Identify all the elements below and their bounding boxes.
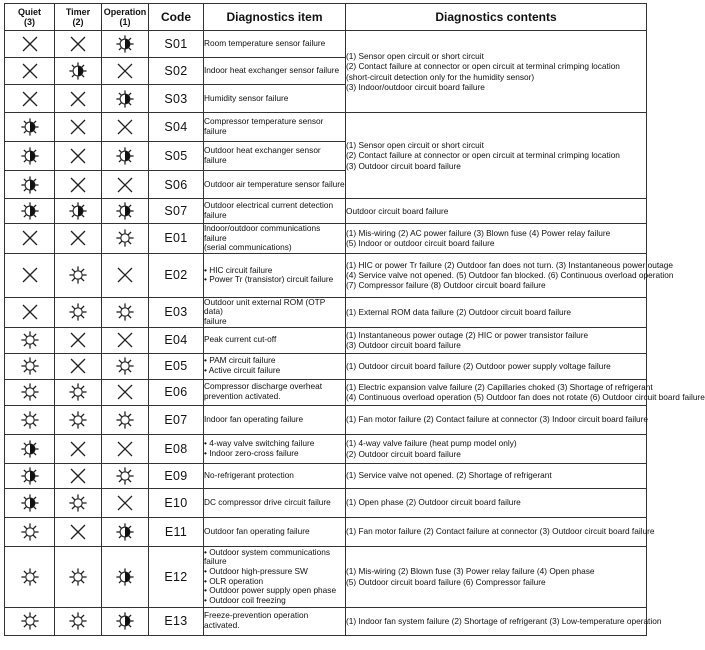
lamp-operation-cell bbox=[102, 463, 149, 488]
diagnostics-item-line: Indoor/outdoor communications failure bbox=[204, 223, 321, 243]
lamp-quiet-cell bbox=[5, 517, 55, 546]
off-x-icon bbox=[115, 439, 135, 459]
header-diagnostics-item: Diagnostics item bbox=[204, 4, 346, 31]
diagnostics-contents bbox=[346, 488, 647, 517]
contents-line: (1) Indoor fan system failure (2) Shortage of refrigerant (3) Low-temperature operation bbox=[346, 615, 662, 626]
lamp-quiet-cell bbox=[5, 224, 55, 254]
contents-line: (1) Instantaneous power outage (2) HIC or power transistor failure bbox=[346, 329, 589, 340]
error-code: S06 bbox=[149, 171, 204, 199]
diagnostics-item-line: Freeze-prevention operation activated. bbox=[204, 610, 309, 631]
lamp-quiet-cell bbox=[5, 434, 55, 463]
diagnostics-item bbox=[204, 113, 346, 142]
diagnostics-contents bbox=[346, 297, 647, 327]
lamp-quiet-cell bbox=[5, 379, 55, 405]
flashing-lamp-icon bbox=[115, 146, 135, 166]
diagnostics-contents bbox=[346, 517, 655, 546]
lamp-quiet-cell bbox=[5, 171, 55, 199]
diagnostics-item-line: Compressor discharge overheat bbox=[204, 381, 323, 392]
lamp-operation-cell bbox=[102, 31, 149, 58]
header-timer bbox=[55, 4, 102, 31]
error-code: E10 bbox=[149, 488, 204, 517]
lamp-quiet-cell bbox=[5, 253, 55, 297]
lamp-quiet-cell bbox=[5, 546, 55, 607]
off-x-icon bbox=[115, 117, 135, 137]
error-code: E09 bbox=[149, 463, 204, 488]
error-code: E11 bbox=[149, 517, 204, 546]
diagnostics-item-line: Outdoor heat exchanger sensor failure bbox=[204, 145, 321, 165]
diagnostics-item bbox=[204, 546, 346, 607]
off-x-icon bbox=[68, 117, 88, 137]
diagnostics-contents bbox=[346, 31, 647, 113]
lamp-operation-cell bbox=[102, 142, 149, 171]
lit-lamp-icon bbox=[115, 356, 135, 376]
error-code: E12 bbox=[149, 546, 204, 607]
error-code: S03 bbox=[149, 85, 204, 113]
header-operation bbox=[102, 4, 149, 31]
lamp-quiet-cell bbox=[5, 58, 55, 85]
lamp-operation-cell bbox=[102, 607, 149, 635]
contents-line: (1) Fan motor failure (2) Contact failure at connector (3) Indoor circuit board failure bbox=[346, 414, 649, 425]
diagnostics-item bbox=[204, 58, 346, 85]
lit-lamp-icon bbox=[20, 356, 40, 376]
lamp-quiet-cell bbox=[5, 488, 55, 517]
diagnostics-table bbox=[4, 3, 705, 636]
header-timer-number: (2) bbox=[72, 17, 84, 27]
lit-lamp-icon bbox=[115, 410, 135, 430]
lamp-quiet-cell bbox=[5, 297, 55, 327]
flashing-lamp-icon bbox=[68, 201, 88, 221]
lamp-operation-cell bbox=[102, 327, 149, 353]
off-x-icon bbox=[20, 61, 40, 81]
table-row bbox=[5, 253, 647, 297]
contents-line: (5) Outdoor circuit board failure (6) Compressor failure bbox=[346, 576, 546, 587]
contents-line: (2) Contact failure at connector or open circuit at terminal crimping location bbox=[346, 150, 620, 161]
diagnostics-item bbox=[204, 353, 346, 379]
off-x-icon bbox=[68, 356, 88, 376]
off-x-icon bbox=[68, 175, 88, 195]
lamp-timer-cell bbox=[55, 171, 102, 199]
lamp-timer-cell bbox=[55, 379, 102, 405]
error-code: E04 bbox=[149, 327, 204, 353]
lamp-timer-cell bbox=[55, 113, 102, 142]
diagnostics-item-line: (serial communications) bbox=[204, 242, 292, 253]
flashing-lamp-icon bbox=[20, 117, 40, 137]
table-row bbox=[5, 463, 647, 488]
table-body bbox=[5, 31, 705, 636]
contents-line: (1) Open phase (2) Outdoor circuit board failure bbox=[346, 497, 521, 508]
error-code: E06 bbox=[149, 379, 204, 405]
error-code: S04 bbox=[149, 113, 204, 142]
header-diagnostics-contents: Diagnostics contents bbox=[346, 4, 647, 31]
contents-line: (1) 4-way valve failure (heat pump model only) bbox=[346, 438, 517, 449]
diagnostics-item bbox=[204, 379, 346, 405]
diagnostics-contents bbox=[346, 607, 662, 635]
header-row bbox=[5, 4, 647, 31]
diagnostics-contents bbox=[346, 434, 647, 463]
flashing-lamp-icon bbox=[20, 466, 40, 486]
lamp-quiet-cell bbox=[5, 607, 55, 635]
lamp-timer-cell bbox=[55, 463, 102, 488]
lit-lamp-icon bbox=[20, 611, 40, 631]
diagnostics-item bbox=[204, 463, 346, 488]
diagnostics-item bbox=[204, 199, 346, 224]
lit-lamp-icon bbox=[115, 466, 135, 486]
contents-line: (3) Outdoor circuit board failure bbox=[346, 160, 461, 171]
diagnostics-item bbox=[204, 297, 346, 327]
diagnostics-contents bbox=[346, 379, 705, 405]
error-code: E07 bbox=[149, 405, 204, 434]
diagnostics-item-line: • 4-way valve switching failure bbox=[204, 437, 315, 448]
flashing-lamp-icon bbox=[20, 493, 40, 513]
diagnostics-item bbox=[204, 517, 346, 546]
lit-lamp-icon bbox=[20, 410, 40, 430]
diagnostics-contents bbox=[346, 353, 647, 379]
off-x-icon bbox=[115, 61, 135, 81]
diagnostics-item-line: failure bbox=[204, 315, 227, 326]
lamp-timer-cell bbox=[55, 85, 102, 113]
off-x-icon bbox=[68, 34, 88, 54]
header-quiet-number: (3) bbox=[24, 17, 35, 27]
lamp-operation-cell bbox=[102, 353, 149, 379]
lit-lamp-icon bbox=[68, 611, 88, 631]
diagnostics-item bbox=[204, 224, 346, 254]
diagnostics-item-line: Outdoor fan operating failure bbox=[204, 525, 310, 536]
lamp-operation-cell bbox=[102, 434, 149, 463]
off-x-icon bbox=[115, 265, 135, 285]
diagnostics-item-line: failure bbox=[204, 210, 227, 220]
lamp-quiet-cell bbox=[5, 353, 55, 379]
table-row bbox=[5, 379, 647, 405]
contents-line: (1) Mis-wiring (2) AC power failure (3) Blown fuse (4) Power relay failure bbox=[346, 228, 611, 239]
lamp-operation-cell bbox=[102, 199, 149, 224]
lamp-quiet-cell bbox=[5, 142, 55, 171]
contents-line: Outdoor circuit board failure bbox=[346, 205, 449, 216]
diagnostics-contents bbox=[346, 546, 647, 607]
diagnostics-item-line: • Outdoor coil freezing bbox=[204, 594, 286, 605]
table-row bbox=[5, 517, 647, 546]
contents-line: (1) External ROM data failure (2) Outdoor circuit board failure bbox=[346, 307, 572, 318]
off-x-icon bbox=[68, 466, 88, 486]
off-x-icon bbox=[68, 330, 88, 350]
flashing-lamp-icon bbox=[115, 522, 135, 542]
contents-line: (1) Sensor open circuit or short circuit bbox=[346, 51, 484, 62]
diagnostics-item-line: • Outdoor system communications failure bbox=[204, 546, 331, 567]
diagnostics-item-line: Indoor fan operating failure bbox=[204, 413, 304, 424]
contents-line: (3) Outdoor circuit board failure bbox=[346, 340, 461, 351]
lamp-quiet-cell bbox=[5, 327, 55, 353]
contents-line: (1) Mis-wiring (2) Blown fuse (3) Power relay failure (4) Open phase bbox=[346, 566, 595, 577]
contents-line: (3) Indoor/outdoor circuit board failure bbox=[346, 81, 485, 92]
lamp-operation-cell bbox=[102, 405, 149, 434]
contents-line: (1) HIC or power Tr failure (2) Outdoor fan does not turn. (3) Instantaneous power outage bbox=[346, 259, 673, 270]
lamp-timer-cell bbox=[55, 607, 102, 635]
error-code: S07 bbox=[149, 199, 204, 224]
off-x-icon bbox=[20, 302, 40, 322]
off-x-icon bbox=[68, 228, 88, 248]
diagnostics-contents bbox=[346, 253, 674, 297]
diagnostics-item-line: No-refrigerant protection bbox=[204, 469, 294, 480]
contents-line: (1) Fan motor failure (2) Contact failure at connector (3) Outdoor circuit board failure bbox=[346, 526, 655, 537]
error-code: E03 bbox=[149, 297, 204, 327]
off-x-icon bbox=[115, 175, 135, 195]
lamp-operation-cell bbox=[102, 297, 149, 327]
error-code: E01 bbox=[149, 224, 204, 254]
diagnostics-item-line: • HIC circuit failure bbox=[204, 264, 273, 275]
table-row bbox=[5, 353, 647, 379]
diagnostics-item bbox=[204, 253, 346, 297]
off-x-icon bbox=[20, 228, 40, 248]
table-row bbox=[5, 607, 647, 635]
off-x-icon bbox=[68, 146, 88, 166]
error-code: S02 bbox=[149, 58, 204, 85]
diagnostics-contents bbox=[346, 327, 647, 353]
diagnostics-contents bbox=[346, 224, 647, 254]
lit-lamp-icon bbox=[68, 493, 88, 513]
lamp-quiet-cell bbox=[5, 31, 55, 58]
table-row bbox=[5, 199, 647, 224]
header-operation-label: Operation bbox=[103, 7, 147, 17]
lamp-operation-cell bbox=[102, 253, 149, 297]
lit-lamp-icon bbox=[68, 382, 88, 402]
off-x-icon bbox=[115, 493, 135, 513]
lamp-timer-cell bbox=[55, 546, 102, 607]
lamp-operation-cell bbox=[102, 546, 149, 607]
lit-lamp-icon bbox=[68, 410, 88, 430]
diagnostics-item bbox=[204, 171, 346, 199]
diagnostics-item-line: Room temperature sensor failure bbox=[204, 38, 326, 49]
off-x-icon bbox=[68, 439, 88, 459]
diagnostics-item-line: • OLR operation bbox=[204, 575, 264, 586]
error-code: S05 bbox=[149, 142, 204, 171]
lamp-quiet-cell bbox=[5, 113, 55, 142]
diagnostics-item bbox=[204, 85, 346, 113]
table-row bbox=[5, 224, 647, 254]
off-x-icon bbox=[68, 89, 88, 109]
off-x-icon bbox=[68, 522, 88, 542]
flashing-lamp-icon bbox=[115, 201, 135, 221]
contents-line: (short-circuit detection only for the humidity sensor) bbox=[346, 71, 535, 82]
diagnostics-contents bbox=[346, 463, 647, 488]
lamp-timer-cell bbox=[55, 142, 102, 171]
contents-line: (2) Outdoor circuit board failure bbox=[346, 448, 461, 459]
lamp-operation-cell bbox=[102, 58, 149, 85]
table-row bbox=[5, 31, 647, 58]
lamp-timer-cell bbox=[55, 488, 102, 517]
diagnostics-item-line: • Power Tr (transistor) circuit failure bbox=[204, 274, 334, 285]
lamp-operation-cell bbox=[102, 517, 149, 546]
lit-lamp-icon bbox=[20, 567, 40, 587]
contents-line: (1) Service valve not opened. (2) Shortage of refrigerant bbox=[346, 470, 552, 481]
contents-line: (1) Sensor open circuit or short circuit bbox=[346, 140, 484, 151]
off-x-icon bbox=[20, 34, 40, 54]
flashing-lamp-icon bbox=[20, 175, 40, 195]
header-code: Code bbox=[149, 4, 204, 31]
table-row bbox=[5, 327, 647, 353]
table-row bbox=[5, 405, 647, 434]
lit-lamp-icon bbox=[20, 522, 40, 542]
table-row bbox=[5, 488, 647, 517]
diagnostics-item-line: • Active circuit failure bbox=[204, 365, 281, 376]
lit-lamp-icon bbox=[68, 567, 88, 587]
lit-lamp-icon bbox=[20, 330, 40, 350]
error-code: E05 bbox=[149, 353, 204, 379]
contents-line: (2) Contact failure at connector or open circuit at terminal crimping location bbox=[346, 61, 620, 72]
lamp-timer-cell bbox=[55, 405, 102, 434]
flashing-lamp-icon bbox=[115, 611, 135, 631]
lamp-operation-cell bbox=[102, 224, 149, 254]
off-x-icon bbox=[115, 330, 135, 350]
error-code: E02 bbox=[149, 253, 204, 297]
flashing-lamp-icon bbox=[20, 146, 40, 166]
flashing-lamp-icon bbox=[115, 34, 135, 54]
off-x-icon bbox=[20, 265, 40, 285]
error-code: E08 bbox=[149, 434, 204, 463]
diagnostics-item bbox=[204, 405, 346, 434]
lamp-timer-cell bbox=[55, 327, 102, 353]
lamp-timer-cell bbox=[55, 58, 102, 85]
table-row bbox=[5, 113, 647, 142]
lamp-quiet-cell bbox=[5, 85, 55, 113]
diagnostics-item-line: • Indoor zero-cross failure bbox=[204, 447, 299, 458]
diagnostics-item-line: Compressor temperature sensor failure bbox=[204, 116, 324, 136]
table-row bbox=[5, 434, 647, 463]
lamp-operation-cell bbox=[102, 113, 149, 142]
error-code: S01 bbox=[149, 31, 204, 58]
lamp-operation-cell bbox=[102, 85, 149, 113]
lit-lamp-icon bbox=[115, 302, 135, 322]
diagnostics-contents bbox=[346, 199, 647, 224]
lit-lamp-icon bbox=[115, 228, 135, 248]
diagnostics-item-line: prevention activated. bbox=[204, 391, 281, 402]
lamp-timer-cell bbox=[55, 224, 102, 254]
header-operation-number: (1) bbox=[119, 17, 131, 27]
lamp-operation-cell bbox=[102, 488, 149, 517]
lamp-timer-cell bbox=[55, 253, 102, 297]
off-x-icon bbox=[20, 89, 40, 109]
flashing-lamp-icon bbox=[20, 201, 40, 221]
diagnostics-item-line: • Outdoor power supply open phase bbox=[204, 585, 337, 596]
diagnostics-item-line: Peak current cut-off bbox=[204, 334, 277, 345]
lamp-timer-cell bbox=[55, 353, 102, 379]
table-row bbox=[5, 546, 647, 607]
diagnostics-contents bbox=[346, 113, 647, 199]
flashing-lamp-icon bbox=[115, 567, 135, 587]
contents-line: (4) Service valve not opened. (5) Outdoor fan blocked. (6) Continuous overload operation bbox=[346, 270, 674, 281]
diagnostics-item-line: DC compressor drive circuit failure bbox=[204, 496, 331, 507]
diagnostics-item bbox=[204, 607, 346, 635]
diagnostics-item bbox=[204, 434, 346, 463]
lamp-quiet-cell bbox=[5, 405, 55, 434]
diagnostics-item-line: • PAM circuit failure bbox=[204, 355, 276, 366]
error-code: E13 bbox=[149, 607, 204, 635]
lamp-timer-cell bbox=[55, 297, 102, 327]
lamp-quiet-cell bbox=[5, 463, 55, 488]
diagnostics-item-line: Outdoor unit external ROM (OTP data) bbox=[204, 296, 326, 317]
diagnostics-item-line: Outdoor air temperature sensor failure bbox=[204, 178, 345, 189]
lamp-timer-cell bbox=[55, 434, 102, 463]
lamp-timer-cell bbox=[55, 517, 102, 546]
lamp-operation-cell bbox=[102, 171, 149, 199]
header-quiet bbox=[5, 4, 55, 31]
diagnostics-item bbox=[204, 488, 346, 517]
table-row bbox=[5, 297, 647, 327]
lamp-quiet-cell bbox=[5, 199, 55, 224]
lit-lamp-icon bbox=[20, 382, 40, 402]
contents-line: (5) Indoor or outdoor circuit board failure bbox=[346, 238, 495, 249]
diagnostics-item-line: Humidity sensor failure bbox=[204, 92, 289, 103]
header-quiet-label: Quiet bbox=[17, 7, 41, 17]
contents-line: (7) Compressor failure (8) Outdoor circuit board failure bbox=[346, 280, 546, 291]
diagnostics-item bbox=[204, 142, 346, 171]
contents-line: (4) Continuous overload operation (5) Outdoor fan does not rotate (6) Outdoor circuit board failure bbox=[346, 392, 705, 403]
diagnostics-item-line: • Outdoor high-pressure SW bbox=[204, 565, 308, 576]
diagnostics-item bbox=[204, 327, 346, 353]
diagnostics-item-line: Outdoor electrical current detection bbox=[204, 200, 334, 211]
diagnostics-item-line: Indoor heat exchanger sensor failure bbox=[204, 65, 340, 76]
flashing-lamp-icon bbox=[68, 61, 88, 81]
lit-lamp-icon bbox=[68, 302, 88, 322]
contents-line: (1) Outdoor circuit board failure (2) Outdoor power supply voltage failure bbox=[346, 360, 611, 371]
lamp-timer-cell bbox=[55, 199, 102, 224]
lamp-timer-cell bbox=[55, 31, 102, 58]
contents-line: (1) Electric expansion valve failure (2) Capillaries choked (3) Shortage of refrigerant bbox=[346, 381, 653, 392]
diagnostics-contents bbox=[346, 405, 647, 434]
header-timer-label: Timer bbox=[65, 7, 91, 17]
lamp-operation-cell bbox=[102, 379, 149, 405]
diagnostics-item bbox=[204, 31, 346, 58]
flashing-lamp-icon bbox=[20, 439, 40, 459]
off-x-icon bbox=[115, 382, 135, 402]
flashing-lamp-icon bbox=[115, 89, 135, 109]
lit-lamp-icon bbox=[68, 265, 88, 285]
